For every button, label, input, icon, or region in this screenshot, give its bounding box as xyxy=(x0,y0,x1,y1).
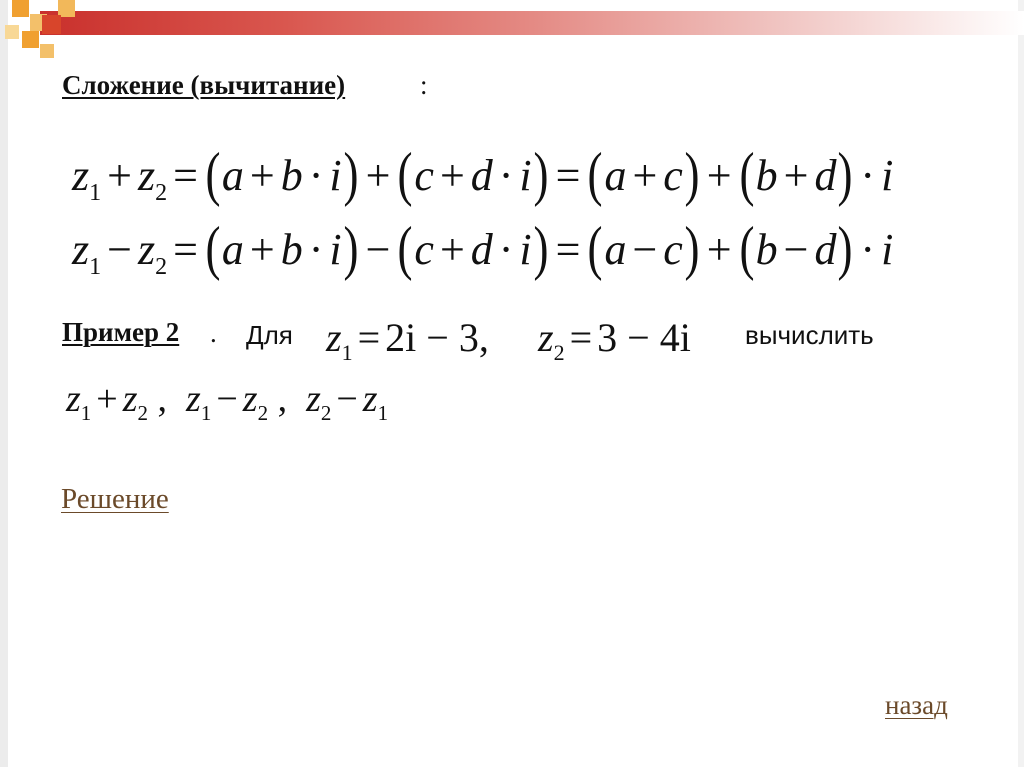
slide-right-edge xyxy=(1018,0,1024,767)
back-link[interactable]: назад xyxy=(885,690,948,720)
title-gradient-bar xyxy=(40,11,1024,35)
heading-colon: : xyxy=(420,70,428,100)
example-dot: . xyxy=(210,318,217,348)
addition-formula: $z_1 + z_2 = (a + b \cdot i) + (c + d \cdot i) = (a + c) + (b + d) \cdot i$ xyxy=(72,141,894,207)
z2-definition: $z_2 = 3 - 4i$ xyxy=(538,315,691,365)
subtraction-formula: $z_1 - z_2 = (a + b \cdot i) - (c + d \cdot i) = (a - c) + (b - d) \cdot i$ xyxy=(72,215,894,281)
compute-text: вычислить xyxy=(745,320,874,350)
example-label: Пример 2 xyxy=(62,317,180,347)
solution-link[interactable]: Решение xyxy=(61,483,169,515)
section-heading: Сложение (вычитание) xyxy=(62,70,346,100)
example-tasks: $z_1 + z_2$ , $z_1 - z_2$ , $z_2 - z_1$ xyxy=(66,378,389,425)
z2-value: 3 − 4i xyxy=(597,315,691,360)
z1-value: 2i − 3, xyxy=(385,315,489,360)
z1-definition: $z_1 = 2i - 3$, xyxy=(326,315,489,365)
for-text: Для xyxy=(246,320,293,350)
slide-left-edge xyxy=(0,0,8,767)
